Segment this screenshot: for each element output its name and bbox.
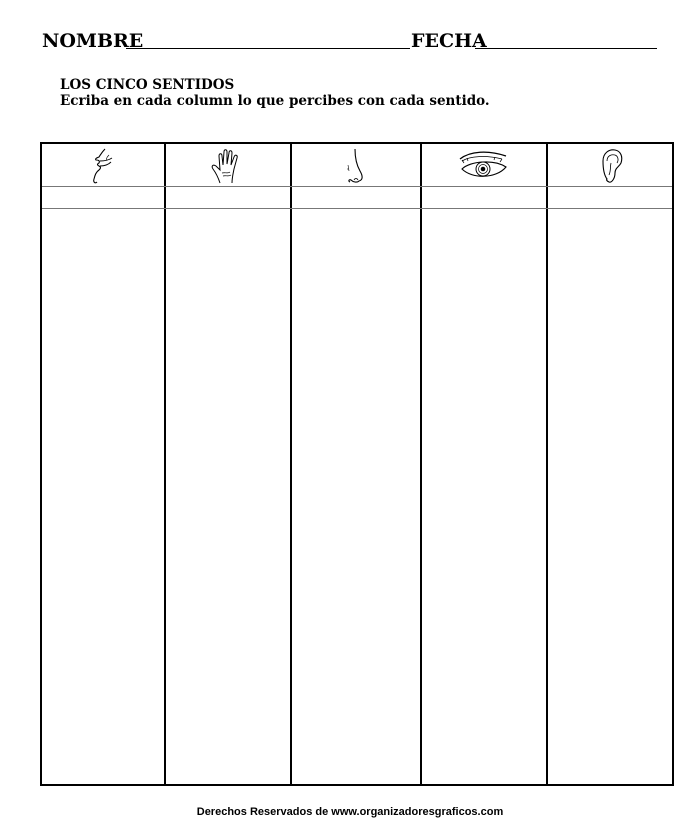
instructions-text: Ecriba en cada column lo que percibes con cada sentido. <box>60 93 490 109</box>
column-divider <box>290 144 292 784</box>
eye-icon <box>456 147 512 185</box>
column-divider <box>164 144 166 784</box>
column-header-sight <box>422 146 546 186</box>
column-header-taste <box>42 146 164 186</box>
column-divider <box>420 144 422 784</box>
ear-icon <box>591 147 631 185</box>
header-line <box>42 30 662 56</box>
column-header-touch <box>166 146 290 186</box>
instructions <box>60 77 490 109</box>
row-divider <box>42 186 672 187</box>
name-label: NOMBRE <box>42 30 144 52</box>
column-divider <box>546 144 548 784</box>
column-header-hearing <box>548 146 674 186</box>
column-header-smell <box>292 146 420 186</box>
senses-table <box>40 142 674 786</box>
date-label: FECHA <box>411 30 487 52</box>
hand-icon <box>208 147 248 185</box>
row-divider <box>42 208 672 209</box>
name-blank-line[interactable] <box>126 48 410 49</box>
worksheet-title: LOS CINCO SENTIDOS <box>60 77 235 93</box>
mouth-icon <box>83 147 123 185</box>
date-blank-line[interactable] <box>475 48 657 49</box>
nose-icon <box>336 147 376 185</box>
copyright-footer: Derechos Reservados de www.organizadoresgraficos.com <box>196 806 504 818</box>
